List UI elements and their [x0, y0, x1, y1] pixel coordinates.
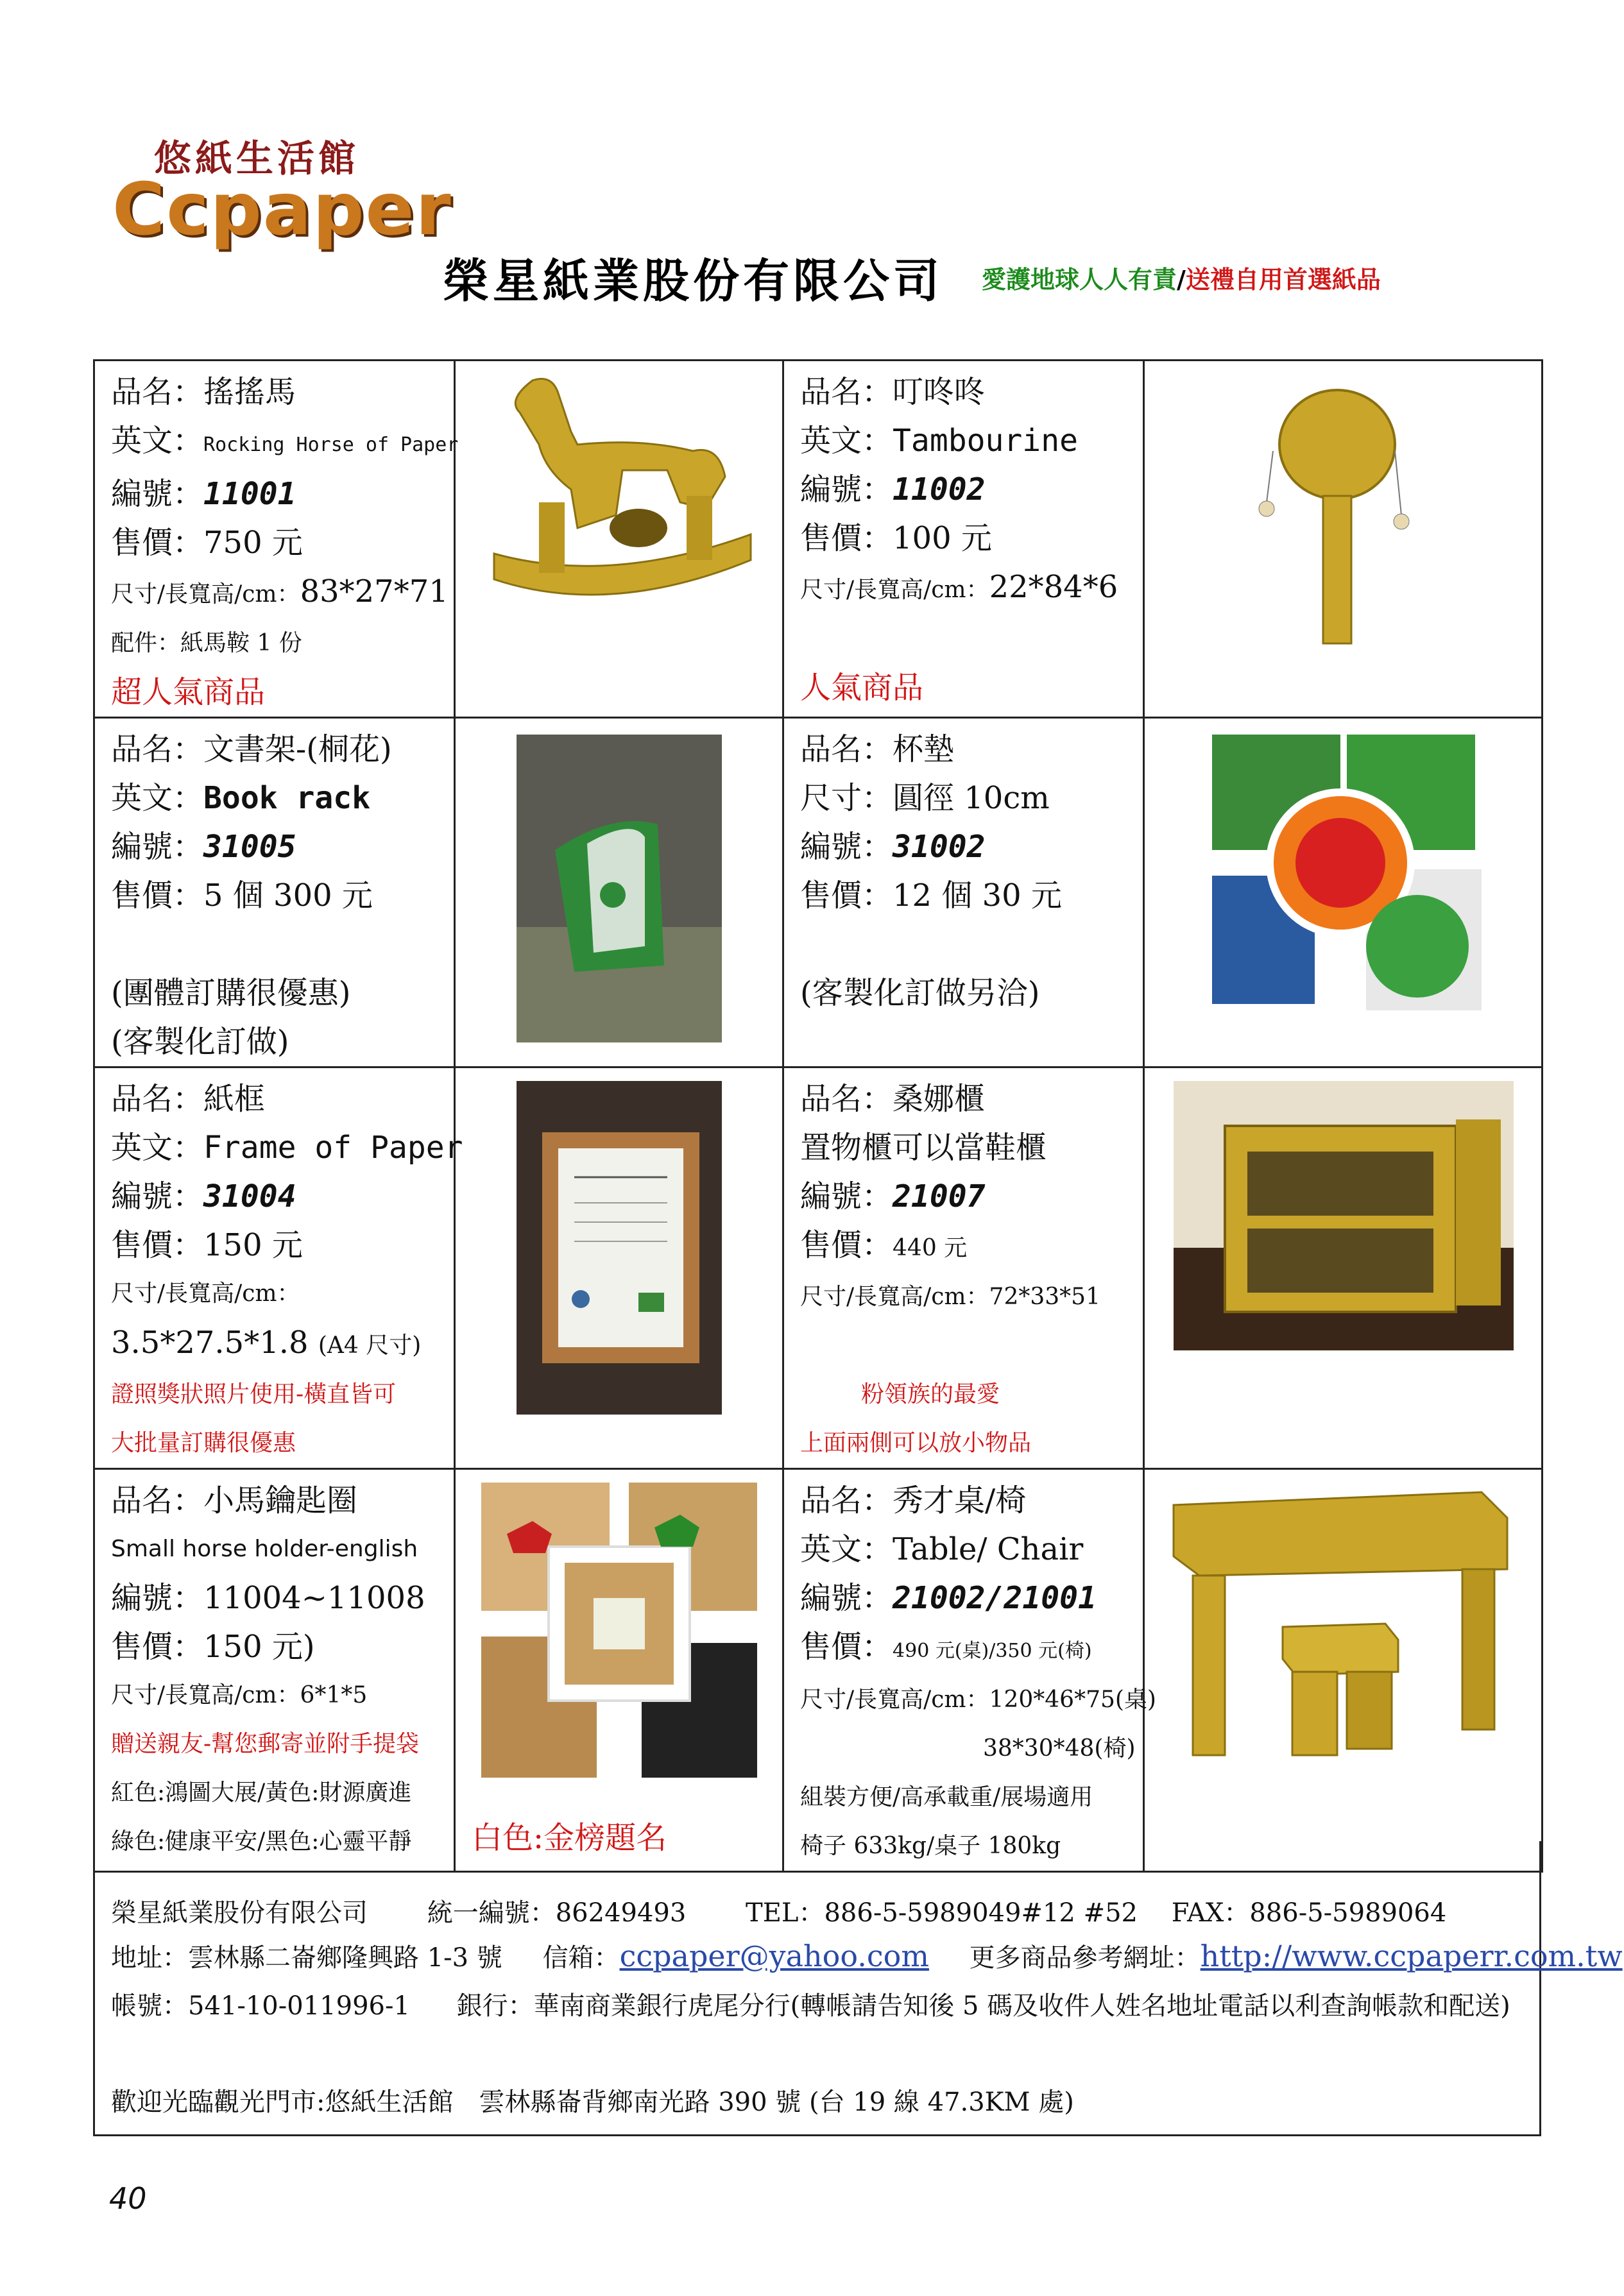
- slogan-green: 愛護地球人人有責: [982, 265, 1177, 294]
- product-price: 售價：12 個 30 元: [800, 878, 1062, 914]
- contact-footer: [93, 1841, 1623, 2136]
- footer-tel: TEL：886-5-5989049#12 #52: [746, 1898, 1138, 1928]
- spacer: [111, 920, 454, 969]
- label: 售價：: [800, 1227, 893, 1263]
- product-price: 售價：750 元: [111, 525, 303, 561]
- product-note: 證照獎狀照片使用-橫直皆可: [111, 1381, 397, 1407]
- footer-account: 帳號：541-10-011996-1: [111, 1991, 410, 2021]
- product-name: 品名：文書架-(桐花): [111, 731, 392, 767]
- product-name: 品名：桑娜櫃: [800, 1081, 986, 1117]
- product-info-frame: [94, 1067, 463, 1469]
- product-name: 品名：叮咚咚: [800, 374, 986, 410]
- footer-company: 榮星紙業股份有限公司: [111, 1898, 368, 1928]
- product-note: 超人氣商品: [111, 674, 266, 710]
- footer-welcome: 歡迎光臨觀光門市:悠紙生活館 雲林縣崙背鄉南光路 390 號 (台 19 線 47.3KM 處): [111, 2088, 1074, 2117]
- product-image-cell: [1144, 1067, 1543, 1469]
- product-table: [93, 359, 1543, 1873]
- product-code: [800, 822, 1143, 871]
- size-value: 83*27*71: [300, 574, 449, 609]
- product-english: Small horse holder-english: [111, 1536, 418, 1562]
- footer-mail-label: 信箱：: [542, 1943, 620, 1973]
- slogan-red: 送禮自用首選紙品: [1185, 265, 1381, 294]
- table-row: [94, 361, 1543, 718]
- footer-address-line: [111, 1937, 1623, 1974]
- label: 編號：: [800, 1178, 893, 1214]
- product-name: 品名：杯墊: [800, 731, 955, 767]
- product-name: 品名：搖搖馬: [111, 374, 296, 410]
- footer-bank: 銀行：華南商業銀行虎尾分行(轉帳請告知後 5 碼及收件人姓名地址電話以利查詢帳款和配送): [456, 1991, 1510, 2021]
- product-image-cell: [455, 1067, 783, 1469]
- label: 編號：: [800, 472, 893, 507]
- page-number: 40: [109, 2181, 147, 2216]
- code-value: 21007: [893, 1178, 986, 1214]
- product-english: 英文：Frame of Paper: [111, 1130, 463, 1166]
- footer-fax: FAX：886-5-5989064: [1171, 1898, 1447, 1928]
- product-info-tambourine: [783, 361, 1144, 718]
- coaster-image: [1212, 735, 1482, 1017]
- label: 英文：: [111, 780, 204, 816]
- logo-chinese: 悠紙生活館: [154, 137, 360, 180]
- product-image-cell: [1144, 1469, 1543, 1872]
- product-code: [800, 1172, 1143, 1221]
- code-value: 31005: [203, 829, 296, 865]
- product-code: [111, 470, 454, 518]
- product-price: [800, 1221, 1143, 1273]
- product-name: 品名：紙框: [111, 1081, 266, 1117]
- product-note: 大批量訂購很優惠: [111, 1430, 296, 1456]
- product-code: [111, 1172, 454, 1221]
- product-colors: 綠色:健康平安/黑色:心靈平靜: [111, 1828, 412, 1855]
- code-value: 11002: [893, 472, 986, 507]
- product-info-keychain: [94, 1469, 455, 1872]
- label: 編號：: [800, 829, 893, 865]
- product-size: [800, 563, 1143, 615]
- product-english: [800, 416, 1143, 465]
- table-row: [94, 718, 1543, 1067]
- table-row: [94, 1469, 1543, 1872]
- footer-address: 地址：雲林縣二崙鄉隆興路 1-3 號: [111, 1943, 502, 1973]
- label: 英文：: [800, 423, 893, 459]
- product-price: [800, 1622, 1143, 1676]
- product-english: 英文：Table/ Chair: [800, 1531, 1084, 1567]
- product-price: 售價：5 個 300 元: [111, 878, 373, 914]
- email-link[interactable]: ccpaper@yahoo.com: [619, 1939, 929, 1973]
- product-note: (客製化訂做另洽): [800, 975, 1040, 1011]
- size-value: 3.5*27.5*1.8: [111, 1325, 309, 1361]
- english-name: Rocking Horse of Paper: [203, 434, 459, 456]
- code-value: 11001: [203, 476, 296, 512]
- product-price: 售價：150 元: [111, 1227, 303, 1263]
- product-colors: 紅色:鴻圖大展/黃色:財源廣進: [111, 1780, 412, 1806]
- label: 英文：: [111, 423, 204, 459]
- slogan-separator: /: [1177, 265, 1186, 294]
- label: 編號：: [111, 829, 204, 865]
- keychain-image: [481, 1483, 757, 1778]
- product-price: 售價：100 元: [800, 520, 992, 556]
- product-size: 38*30*48(椅): [983, 1735, 1136, 1762]
- label: 編號：: [111, 1178, 204, 1214]
- slogan: [982, 260, 1381, 295]
- product-name: 品名：小馬鑰匙圈: [111, 1483, 358, 1518]
- logo-english: Ccpaper: [112, 168, 452, 251]
- price-value: 440 元: [893, 1235, 968, 1261]
- product-code: [111, 822, 454, 871]
- table-chair-image: [1161, 1479, 1520, 1774]
- code-value: 21002/21001: [893, 1580, 1097, 1616]
- size-note: (A4 尺寸): [318, 1332, 422, 1359]
- footer-web-label: 更多商品參考網址：: [969, 1943, 1201, 1973]
- footer-company-line: [111, 1892, 1446, 1929]
- product-info-coaster: [783, 718, 1144, 1067]
- label: 售價：: [800, 1629, 893, 1665]
- product-code: 編號：11004~11008: [111, 1580, 425, 1616]
- product-name: 品名：秀才桌/椅: [800, 1483, 1027, 1518]
- product-feature: 組裝方便/高承載重/展場適用: [800, 1784, 1093, 1810]
- label: 編號：: [111, 476, 204, 512]
- page-title: 榮星紙業股份有限公司: [443, 253, 944, 308]
- english-name: Tambourine: [893, 423, 1078, 459]
- product-info-rocking-horse: [94, 361, 459, 718]
- cabinet-image: [1174, 1081, 1514, 1350]
- product-info-cabinet: [783, 1067, 1144, 1469]
- product-size: [111, 1318, 454, 1370]
- footer-bank-line: [111, 1986, 1510, 2022]
- spacer: [800, 920, 1143, 969]
- product-note: 白色:金榜題名: [472, 1820, 667, 1856]
- product-note: 人氣商品: [800, 670, 924, 706]
- table-row: [94, 1067, 1543, 1469]
- product-size: 尺寸：圓徑 10cm: [800, 780, 1050, 816]
- footer-tax-id: 統一編號：86249493: [427, 1898, 687, 1928]
- website-link[interactable]: http://www.ccpaperr.com.tw: [1200, 1939, 1623, 1973]
- product-size: 尺寸/長寬高/cm：120*46*75(桌): [800, 1687, 1156, 1713]
- product-desc: 置物櫃可以當鞋櫃: [800, 1130, 1047, 1166]
- product-price: 售價：150 元): [111, 1629, 315, 1665]
- product-size: [111, 567, 454, 619]
- label: 尺寸/長寬高/cm：: [800, 577, 989, 603]
- product-load: 椅子 633kg/桌子 180kg: [800, 1833, 1061, 1859]
- price-value: 490 元(桌)/350 元(椅): [893, 1640, 1092, 1662]
- rocking-horse-image: [481, 374, 764, 631]
- product-image-cell: [1144, 718, 1543, 1067]
- product-english: [111, 416, 459, 470]
- code-value: 31002: [893, 829, 986, 865]
- product-info-table-chair: [783, 1469, 1156, 1872]
- product-size: 尺寸/長寬高/cm：6*1*5: [111, 1682, 368, 1708]
- product-note: 贈送親友-幫您郵寄並附手提袋: [111, 1731, 420, 1757]
- product-note: 上面兩側可以放小物品: [800, 1430, 1032, 1456]
- label: 編號：: [800, 1580, 893, 1616]
- product-note: 粉領族的最愛: [861, 1381, 1000, 1407]
- spacer: [800, 1322, 1143, 1370]
- product-size-label: 尺寸/長寬高/cm：: [111, 1280, 300, 1307]
- size-value: 22*84*6: [989, 569, 1118, 605]
- product-image-cell: [455, 1469, 783, 1872]
- book-rack-image: [517, 735, 722, 1042]
- product-info-book-rack: [94, 718, 455, 1067]
- tambourine-image: [1247, 387, 1440, 669]
- product-english: [111, 774, 454, 822]
- code-value: 31004: [203, 1178, 296, 1214]
- product-image-cell: [455, 718, 783, 1067]
- frame-image: [517, 1081, 722, 1415]
- product-code: [800, 1574, 1143, 1622]
- spacer: [800, 615, 1143, 663]
- label: 尺寸/長寬高/cm：: [111, 581, 300, 608]
- english-name: Book rack: [203, 780, 371, 816]
- product-code: [800, 465, 1143, 514]
- product-image-cell: [455, 361, 783, 718]
- product-size: 尺寸/長寬高/cm：72*33*51: [800, 1284, 1100, 1310]
- product-note: (客製化訂做): [111, 1024, 289, 1060]
- product-image-cell: [1144, 361, 1543, 718]
- product-note: (團體訂購很優惠): [111, 975, 351, 1011]
- product-accessory: 配件：紙馬鞍 1 份: [111, 630, 302, 656]
